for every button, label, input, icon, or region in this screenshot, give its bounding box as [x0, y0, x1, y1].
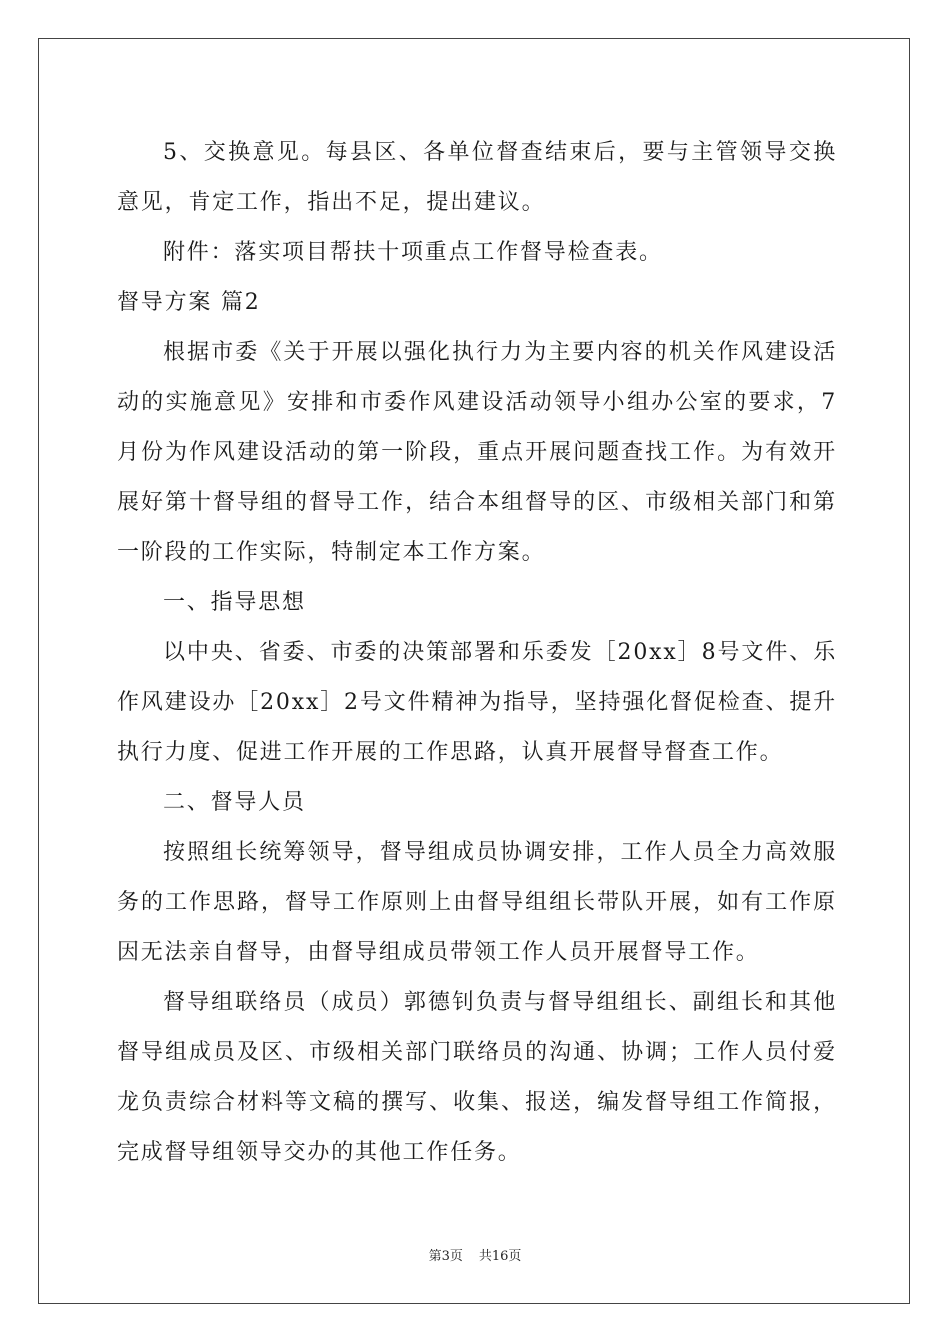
paragraph-guiding-ideology: 以中央、省委、市委的决策部署和乐委发［20xx］8号文件、乐作风建设办［20xx］2号文件精神为指导，坚持强化督促检查、提升执行力度、促进工作开展的工作思路，认真开展督导督查工作。: [117, 640, 837, 765]
paragraph-supervision-staff: 按照组长统筹领导，督导组成员协调安排，工作人员全力高效服务的工作思路，督导工作原则上由督导组组长带队开展，如有工作原因无法亲自督导，由督导组成员带领工作人员开展督导工作。: [117, 840, 837, 965]
paragraph-background: 根据市委《关于开展以强化执行力为主要内容的机关作风建设活动的实施意见》安排和市委作风建设活动领导小组办公室的要求，7月份为作风建设活动的第一阶段，重点开展问题查找工作。为有效开展好第十督导组的督导工作，结合本组督导的区、市级相关部门和第一阶段的工作实际，特制定本工作方案。: [117, 340, 837, 565]
heading-supervision-staff: 二、督导人员: [163, 790, 306, 815]
paragraph-liaison-duties: 督导组联络员（成员）郭德钊负责与督导组组长、副组长和其他督导组成员及区、市级相关部门联络员的沟通、协调；工作人员付爱龙负责综合材料等文稿的撰写、收集、报送，编发督导组工作简报，完成督导组领导交办的其他工作任务。: [117, 990, 837, 1165]
page-number: 第3页: [428, 1249, 463, 1264]
paragraph-attachment: 附件：落实项目帮扶十项重点工作督导检查表。: [163, 240, 663, 265]
document-body: [117, 128, 837, 1178]
section-title: 督导方案 篇2: [117, 290, 261, 315]
paragraph-exchange-opinions: 5、交换意见。每县区、各单位督查结束后，要与主管领导交换意见，肯定工作，指出不足，提出建议。: [117, 140, 837, 215]
heading-guiding-ideology: 一、指导思想: [163, 590, 306, 615]
page-total: 共16页: [478, 1249, 522, 1264]
page-footer: [0, 1245, 950, 1264]
